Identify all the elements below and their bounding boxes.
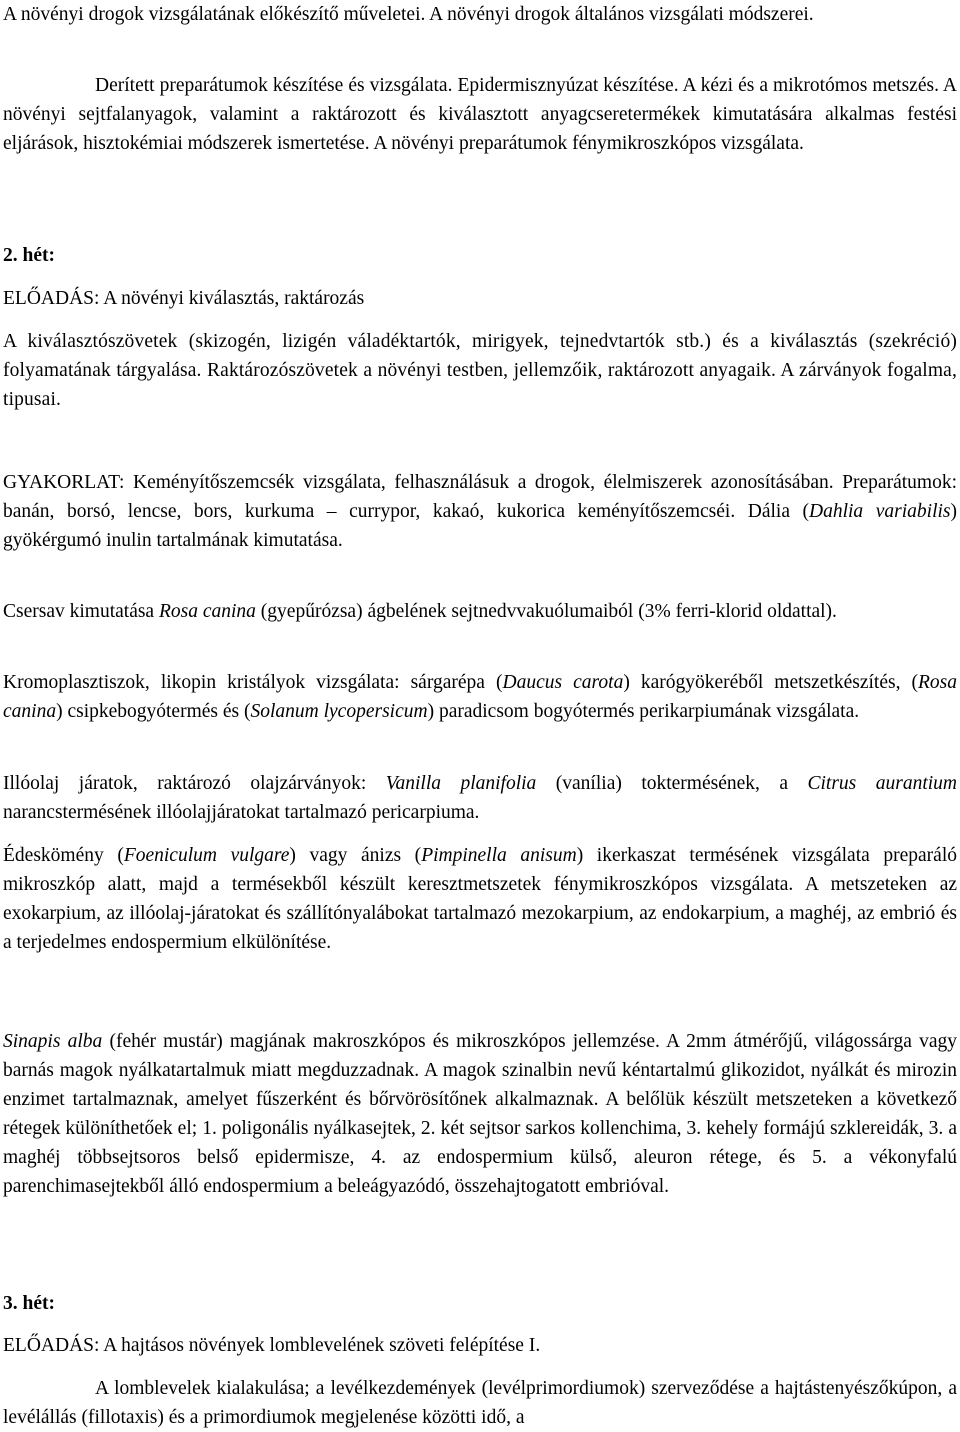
csersav-paragraph <box>3 597 957 626</box>
kromo-text-2: ) karógyökeréből metszetkészítés, ( <box>623 672 919 693</box>
illoolaj-paragraph <box>3 769 957 827</box>
illoolaj-species-1: Vanilla planifolia <box>385 773 537 794</box>
csersav-text-end: (gyepűrózsa) ágbelének sejtnedvvakuólumaiból (3% ferri-klorid oldattal). <box>255 601 837 622</box>
edeskomeny-paragraph <box>3 841 957 957</box>
practice-text-end: ) gyökérgumó inulin tartalmának kimutatása. <box>3 501 957 551</box>
edeskomeny-text-3: ) ikerkaszat termésének vizsgálata preparáló mikroszkóp alatt, majd a termésekből készült keresztmetszetek fénymikroszkópos vizsgálata. A metszeteken az exokarpium, az illóolaj-járatokat és szállítónyalábokat tartalmazó mezokarpium, az endokarpium, a maghéj, az embrió és a terjedelmes endospermium elkülönítése. <box>3 845 957 953</box>
kromo-text-3: ) csipkebogyótermés és ( <box>56 701 251 722</box>
edeskomeny-text-2: ) vagy ánizs ( <box>289 845 422 866</box>
kromo-species-2: Rosa canina <box>3 672 958 722</box>
week3-text: A lomblevelek kialakulása; a levélkezdemények (levélprimordiumok) szerveződése a hajtástenyészőkúpon, a levélállás (fillotaxis) és a primordiumok megjelenése közötti idő, a <box>3 1378 957 1428</box>
kromo-species-1: Daucus carota <box>502 672 624 693</box>
practice-species: Dahlia variabilis <box>809 501 951 522</box>
sinapis-species: Sinapis alba <box>3 1031 103 1052</box>
week3-lecture-title: ELŐADÁS: A hajtásos növények lomblevelének szöveti felépítése I. <box>3 1335 541 1356</box>
illoolaj-species-2: Citrus aurantium <box>807 773 958 794</box>
week2-practice-paragraph <box>3 468 957 555</box>
sinapis-text: (fehér mustár) magjának makroszkópos és mikroszkópos jellemzése. A 2mm átmérőjű, világossárga vagy barnás magok nyálkatartalmuk miatt megduzzadnak. A magok szinalbin nevű kéntartalmú glikozidot, nyálkát és mirozin enzimet tartalmaznak, amelyet fűszerként és bőrvörösítőnek alkalmaznak. A belőlük készült metszeteken a következő rétegek különíthetőek el; 1. poligonális nyálkasejtek, 2. két sejtsor sarkos kollenchima, 3. kehely formájú szklereidák, 3. a maghéj többsejtsoros belső epidermisze, 4. az endospermium külső, aleuron rétege, és 5. a vékonyfalú parenchimasejtekből álló endospermium a beleágyazódó, összehajtogatott embrióval. <box>3 1031 958 1197</box>
week1-paragraph-1: A növényi drogok vizsgálatának előkészítő műveletei. A növényi drogok általános vizsgálati módszerei. <box>3 4 814 25</box>
kromoplasztisz-paragraph <box>3 668 957 726</box>
csersav-text: Csersav kimutatása <box>3 601 159 622</box>
kromo-species-3: Solanum lycopersicum <box>250 701 428 722</box>
illoolaj-text-3: narancstermésének illóolajjáratokat tartalmazó pericarpiuma. <box>3 802 480 823</box>
illoolaj-text-2: (vanília) toktermésének, a <box>536 773 808 794</box>
sinapis-paragraph <box>3 1027 957 1201</box>
week2-lecture-title: ELŐADÁS: A növényi kiválasztás, raktározás <box>3 288 365 309</box>
kromo-text-4: ) paradicsom bogyótermés perikarpiumának vizsgálata. <box>427 701 860 722</box>
edeskomeny-species-1: Foeniculum vulgare <box>123 845 290 866</box>
illoolaj-text-1: Illóolaj járatok, raktározó olajzárványok: <box>3 773 386 794</box>
week2-heading: 2. hét: <box>3 245 55 266</box>
week3-heading: 3. hét: <box>3 1293 55 1314</box>
csersav-species: Rosa canina <box>158 601 256 622</box>
week1-paragraph-2: Derített preparátumok készítése és vizsgálata. Epidermisznyúzat készítése. A kézi és a mikrotómos metszés. A növényi sejtfalanyagok, valamint a raktározott és kiválasztott anyagcseretermékek kimutatására alkalmas festési eljárások, hisztokémiai módszerek ismertetése. A növényi preparátumok fénymikroszkópos vizsgálata. <box>3 75 957 154</box>
kromo-text-1: Kromoplasztiszok, likopin kristályok vizsgálata: sárgarépa ( <box>3 672 503 693</box>
week2-lecture-text: A kiválasztószövetek (skizogén, lizigén váladéktartók, mirigyek, tejnedvtartók stb.) és a kiválasztás (szekréció) folyamatának tárgyalása. Raktározószövetek a növényi testben, jellemzőik, raktározott anyagaik. A zárványok fogalma, tipusai. <box>3 331 957 410</box>
edeskomeny-text-1: Édeskömény ( <box>3 845 124 866</box>
edeskomeny-species-2: Pimpinella anisum <box>421 845 577 866</box>
practice-text: GYAKORLAT: Keményítőszemcsék vizsgálata, felhasználásuk a drogok, élelmiszerek azonosításában. Preparátumok: banán, borsó, lencse, bors, kurkuma – currypor, kakaó, kukorica keményítőszemcséi. Dália ( <box>3 472 957 522</box>
